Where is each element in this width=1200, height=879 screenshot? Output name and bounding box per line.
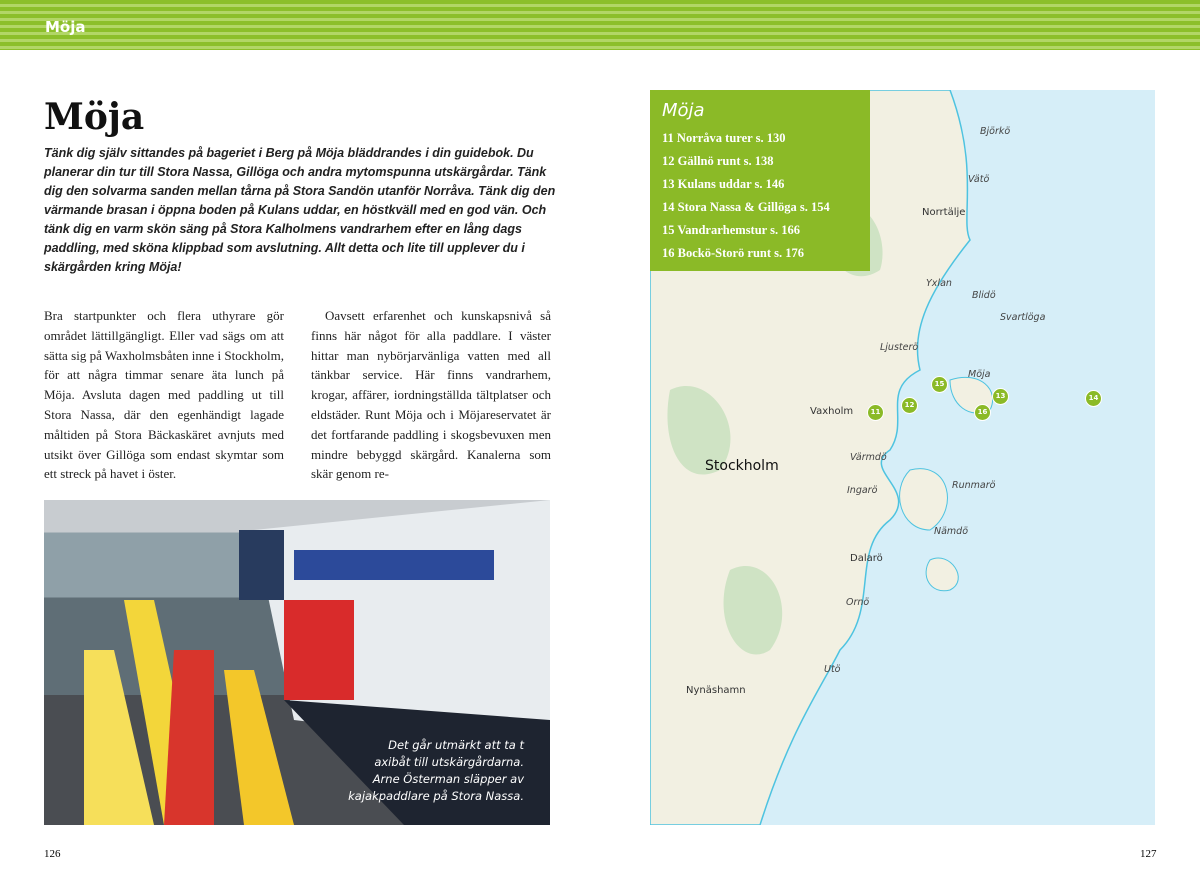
route-marker-14[interactable]: 14 — [1085, 390, 1102, 407]
caption-line: kajakpaddlare på Stora Nassa. — [348, 789, 524, 803]
route-marker-13[interactable]: 13 — [992, 388, 1009, 405]
route-list-box — [650, 90, 870, 271]
route-marker-12[interactable]: 12 — [901, 397, 918, 414]
caption-line: axibåt till utskärgårdarna. — [374, 755, 524, 769]
route-item[interactable]: 11 Norråva turer s. 130 — [662, 131, 786, 145]
map-label: Ornö — [846, 597, 870, 608]
route-item[interactable]: 15 Vandrarhemstur s. 166 — [662, 223, 800, 237]
map-label: Runmarö — [952, 480, 996, 491]
body-column-1: Bra startpunkter och flera uthyrare gör området lättillgängligt. Eller vad sägs om att sätta sig på Waxholmsbåten inne i Stockholm, för att några timmar senare äta lunch på Möja. Avsluta dagen med paddling ut till Stora Nassa, där den egenhändigt lagade måltiden på Stora Bäckaskäret avnjuts med utsikt över Gillöga som endast skymtar som ett streck på havet i öster. — [44, 308, 284, 482]
map-label: Blidö — [972, 290, 996, 301]
map-label: Vaxholm — [810, 406, 854, 417]
map-label: Björkö — [980, 126, 1011, 137]
map-label: Stockholm — [705, 458, 779, 474]
route-marker-15[interactable]: 15 — [931, 376, 948, 393]
map-label: Vätö — [968, 174, 990, 185]
section-label: Möja — [45, 18, 86, 36]
page-number-right: 127 — [1140, 848, 1157, 860]
route-list-title: Möja — [662, 100, 705, 121]
map-label: Svartlöga — [1000, 312, 1046, 323]
map-label: Dalarö — [850, 553, 883, 564]
map-label: Ingarö — [847, 485, 878, 496]
intro-paragraph: Tänk dig själv sittandes på bageriet i Berg på Möja bläddrandes i din guidebok. Du planerar din tur till Stora Nassa, Gillöga och andra mytomspunna utskärgårdar. Tänk dig den solvarma sanden mellan tårna på Stora Sandön utanför Norråva. Tänk dig den värmande brasan i öppna boden på Kulans uddar, en höstkväll med en god vän. Och tänk dig en varm skön säng på Stora Kalholmens vandrarhem efter en lång dags paddling, med sköna klippbad som avslutning. Allt detta och lite till upplever du i skärgården kring Möja! — [44, 146, 556, 274]
route-item[interactable]: 12 Gällnö runt s. 138 — [662, 154, 774, 168]
caption-line: Arne Österman släpper av — [372, 772, 524, 786]
map-label: Norrtälje — [922, 207, 966, 218]
route-item[interactable]: 13 Kulans uddar s. 146 — [662, 177, 785, 191]
kayak-photo — [44, 500, 550, 825]
map-label: Nämdö — [934, 526, 969, 537]
page-number-left: 126 — [44, 848, 61, 860]
caption-line: Det går utmärkt att ta t — [388, 738, 524, 752]
map-label: Ljusterö — [880, 342, 919, 353]
route-item[interactable]: 16 Bockö-Storö runt s. 176 — [662, 246, 805, 260]
map-label: Möja — [968, 369, 991, 380]
map-label: Värmdö — [850, 452, 887, 463]
route-marker-11[interactable]: 11 — [867, 404, 884, 421]
photo-caption — [348, 737, 524, 805]
map-label: Utö — [824, 664, 841, 675]
body-column-2: Oavsett erfarenhet och kunskapsnivå så finns här något för alla paddlare. I väster hittar man nybörjarvänliga vatten med all tänkbar service. Här finns vandrarhem, krogar, affärer, iordningställda tältplatser och eldstäder. Runt Möja och i Möjareservatet är det fortfarande paddling i skogsbevuxen men mindre bebyggd skärgård. Kanalerna som skär genom re- — [311, 308, 551, 482]
page-title: Möja — [44, 96, 145, 138]
route-item[interactable]: 14 Stora Nassa & Gillöga s. 154 — [662, 200, 830, 214]
map-label: Nynäshamn — [686, 685, 746, 696]
map-label: Yxlan — [926, 278, 952, 289]
section-banner — [0, 0, 1200, 50]
route-marker-16[interactable]: 16 — [974, 404, 991, 421]
